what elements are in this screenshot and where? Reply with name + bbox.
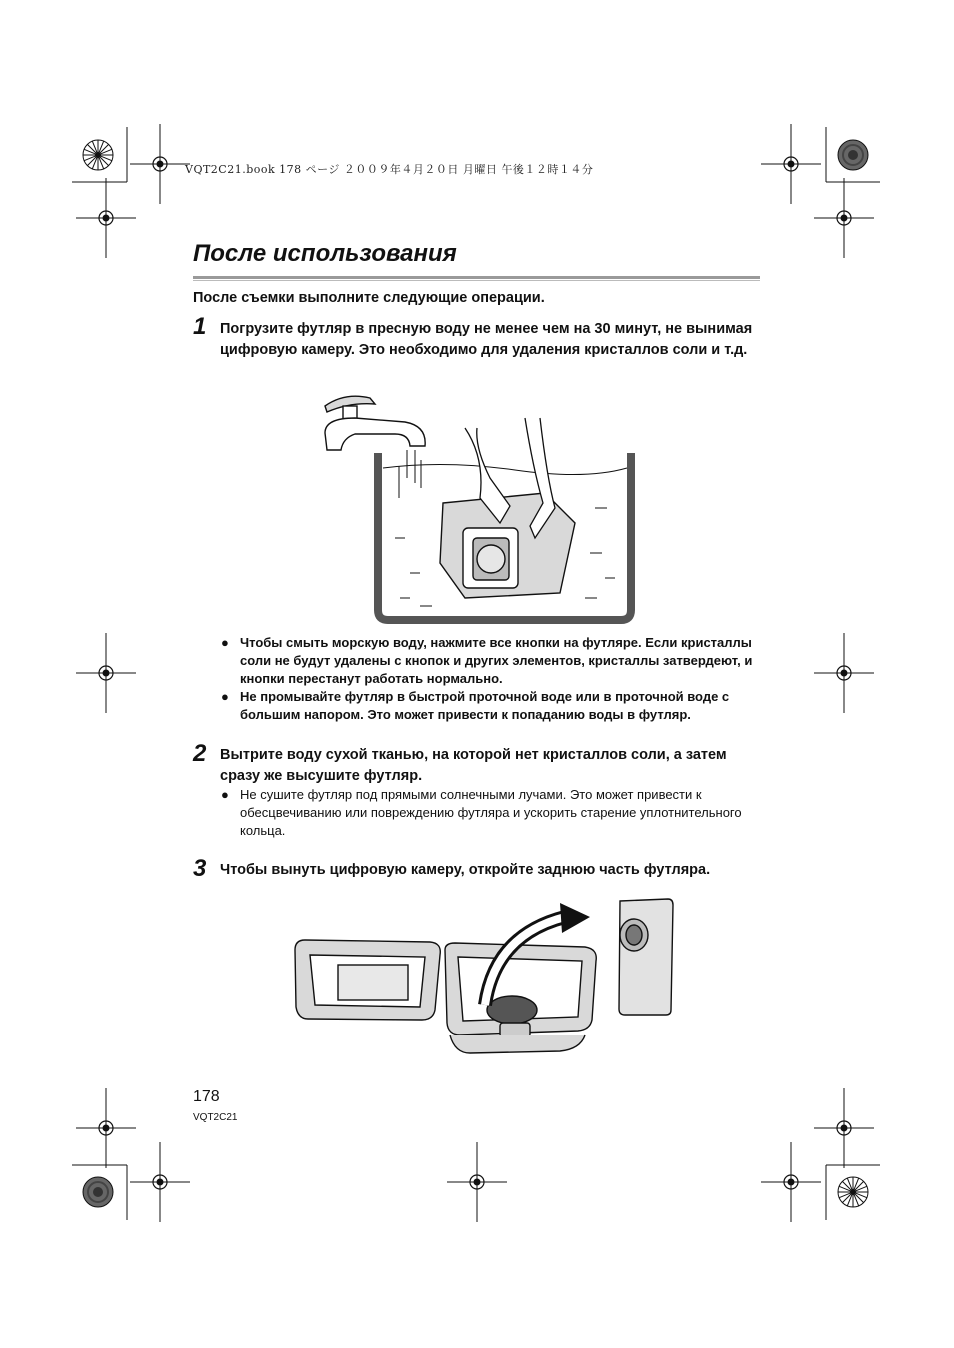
bullet-marker: ●: [221, 787, 229, 802]
bullet-item: [218, 634, 763, 688]
bullet-marker: ●: [221, 635, 229, 650]
step-1-bullets: [218, 634, 763, 724]
step-2-number: 2: [193, 740, 207, 767]
step-3-text: Чтобы вынуть цифровую камеру, откройте заднюю часть футляра.: [220, 862, 711, 878]
bullet-marker: ●: [221, 689, 229, 704]
step-3-number: 3: [193, 855, 207, 882]
title-rule: [193, 276, 760, 282]
step-2-text: Вытрите воду сухой тканью, на которой нет кристаллов соли, а затем сразу же высушите футляр.: [220, 747, 727, 784]
bullet-text: Не промывайте футляр в быстрой проточной воде или в проточной воде с большим напором. Это может привести к попаданию воды в футляр.: [240, 689, 730, 722]
step-1-number: 1: [193, 313, 207, 340]
page-title: После использования: [193, 240, 457, 267]
intro-text: После съемки выполните следующие операции.: [193, 290, 545, 306]
bullet-item: [218, 786, 763, 840]
bullet-text: Чтобы смыть морскую воду, нажмите все кнопки на футляре. Если кристаллы соли не будут удалены с кнопок и других элементов, кристаллы затвердеют, и кнопки перестанут работать нормально.: [240, 635, 753, 686]
page-code: VQT2C21: [193, 1112, 238, 1123]
rinse-case-illustration: [315, 388, 645, 628]
print-header: VQT2C21.book 178 ページ ２００９年４月２０日 月曜日 午後１２時１４分: [185, 163, 594, 176]
page-number: 178: [193, 1088, 220, 1105]
step-2-bullets: [218, 786, 763, 840]
step-1-text: Погрузите футляр в пресную воду не менее чем на 30 минут, не вынимая цифровую камеру. Это необходимо для удаления кристаллов соли и т.д.: [220, 321, 753, 358]
open-case-illustration: [280, 895, 680, 1060]
bullet-text: Не сушите футляр под прямыми солнечными лучами. Это может привести к обесцвечиванию или повреждению футляра и ускорить старение уплотнительного кольца.: [240, 787, 742, 838]
bullet-item: [218, 688, 763, 724]
